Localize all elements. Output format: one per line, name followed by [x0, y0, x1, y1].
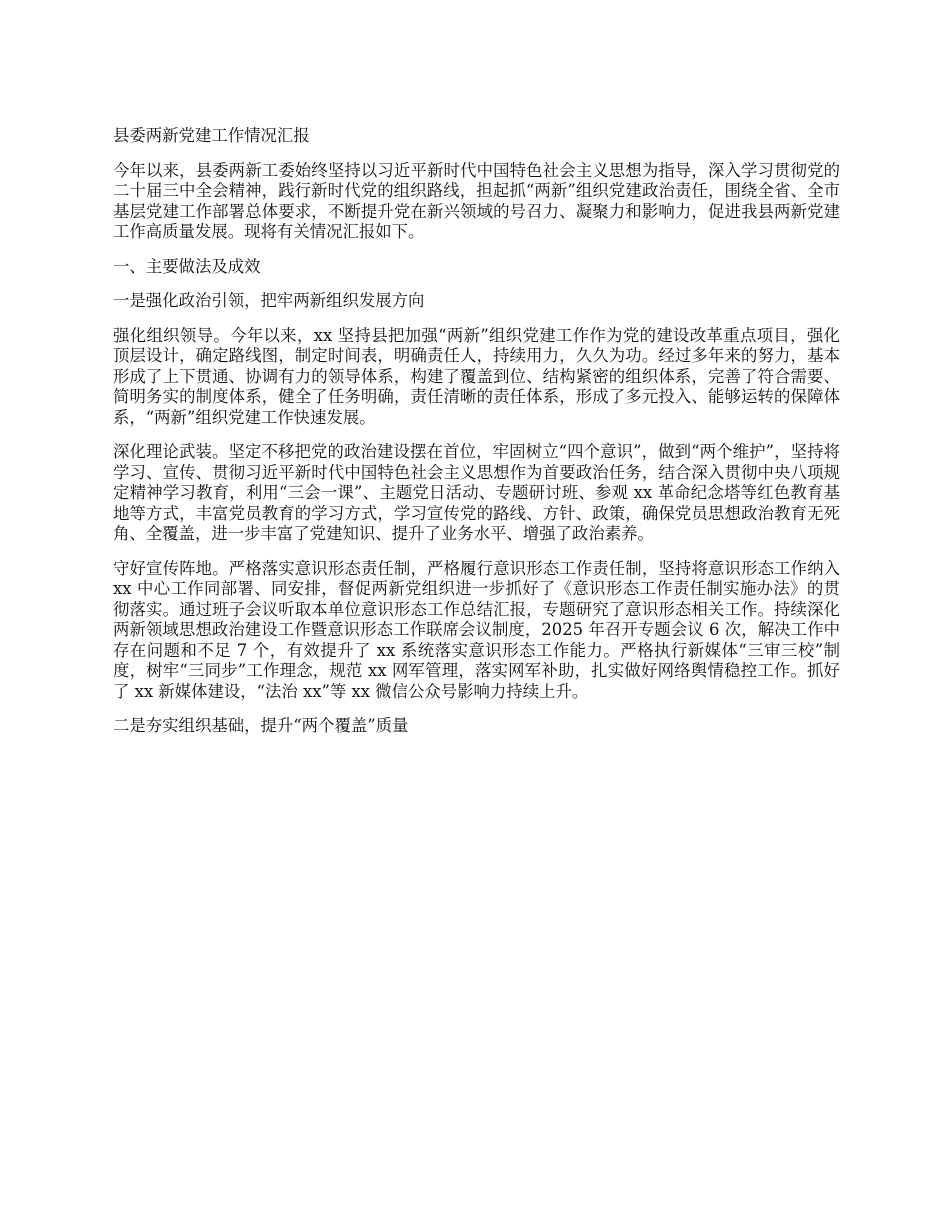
paragraph-publicity-front: 守好宣传阵地。严格落实意识形态责任制，严格履行意识形态工作责任制，坚持将意识形态工作纳入 xx 中心工作同部署、同安排，督促两新党组织进一步抓好了《意识形态工作责任制实施办法》的贯彻落实。通过班子会议听取本单位意识形态工作总结汇报，专题研究了意识形态相关工作。持续深化两新领域思想政治建设工作暨意识形态工作联席会议制度，2025 年召开专题会议 6 次，解决工作中存在问题和不足 7 个，有效提升了 xx 系统落实意识形态工作能力。严格执行新媒体“三审三校”制度，树牢“三同步”工作理念，规范 xx 网军管理，落实网军补助，扎实做好网络舆情稳控工作。抓好了 xx 新媒体建设，“法治 xx”等 xx 微信公众号影响力持续上升。 [113, 558, 840, 701]
document-page [113, 126, 840, 751]
intro-paragraph: 今年以来，县委两新工委始终坚持以习近平新时代中国特色社会主义思想为指导，深入学习贯彻党的二十届三中全会精神，践行新时代党的组织路线，担起抓“两新”组织党建政治责任，围绕全省、全市基层党建工作部署总体要求，不断提升党在新兴领域的号召力、凝聚力和影响力，促进我县两新党建工作高质量发展。现将有关情况汇报如下。 [113, 160, 840, 241]
paragraph-theory-armament: 深化理论武装。坚定不移把党的政治建设摆在首位，牢固树立“四个意识”，做到“两个维护”，坚持将学习、宣传、贯彻习近平新时代中国特色社会主义思想作为首要政治任务，结合深入贯彻中央八项规定精神学习教育，利用“三会一课”、主题党日活动、专题研讨班、参观 xx 革命纪念塔等红色教育基地等方式，丰富党员教育的学习方式，学习宣传党的路线、方针、政策，确保党员思想政治教育无死角、全覆盖，进一步丰富了党建知识、提升了业务水平、增强了政治素养。 [113, 442, 840, 543]
paragraph-organization-leadership: 强化组织领导。今年以来，xx 坚持县把加强“两新”组织党建工作作为党的建设改革重点项目，强化顶层设计，确定路线图，制定时间表，明确责任人，持续用力，久久为功。经过多年来的努力，基本形成了上下贯通、协调有力的领导体系，构建了覆盖到位、结构紧密的组织体系，完善了符合需要、简明务实的制度体系，健全了任务明确，责任清晰的责任体系，形成了多元投入、能够运转的保障体系，“两新”组织党建工作快速发展。 [113, 325, 840, 427]
section-heading-1: 一、主要做法及成效 [113, 256, 261, 276]
subsection-heading-1: 一是强化政治引领，把牢两新组织发展方向 [113, 291, 425, 310]
document-title: 县委两新党建工作情况汇报 [113, 126, 310, 145]
subsection-heading-2: 二是夯实组织基础，提升“两个覆盖”质量 [113, 716, 409, 735]
